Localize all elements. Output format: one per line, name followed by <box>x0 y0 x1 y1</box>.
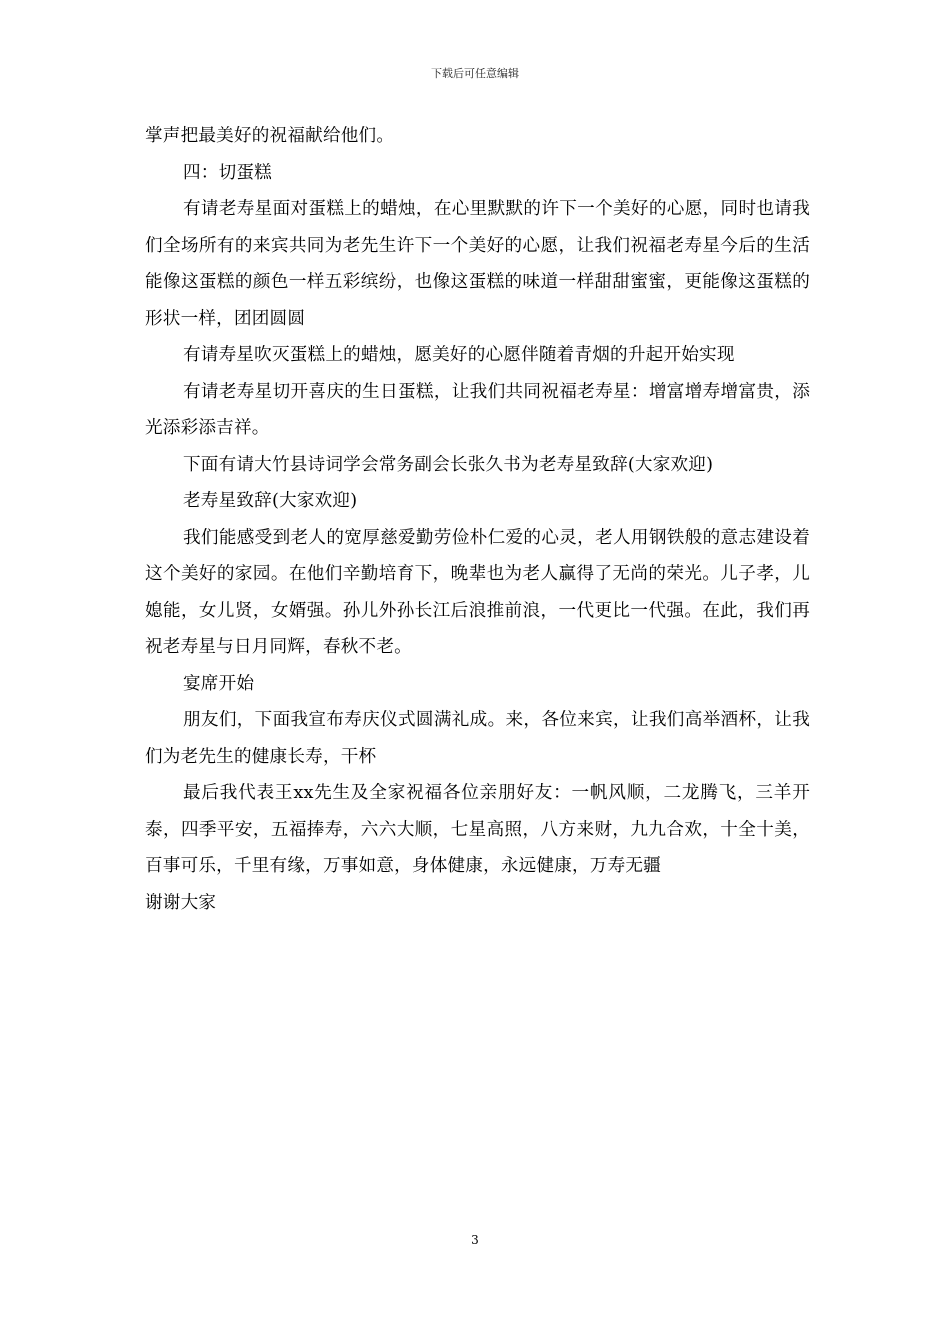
paragraph: 老寿星致辞(大家欢迎) <box>183 491 358 511</box>
paragraph: 我们能感受到老人的宽厚慈爱勤劳俭朴仁爱的心灵，老人用钢铁般的意志建设着这个美好的家园。在他们辛勤培育下，晚辈也为老人赢得了无尚的荣光。儿子孝，儿媳能，女儿贤，女婿强。孙儿外孙长江后浪推前浪，一代更比一代强。在此，我们再祝老寿星与日月同辉，春秋不老。 <box>145 527 810 657</box>
paragraph: 下面有请大竹县诗词学会常务副会长张久书为老寿星致辞(大家欢迎) <box>183 454 714 475</box>
document-body <box>145 118 810 921</box>
paragraph: 有请寿星吹灭蛋糕上的蜡烛，愿美好的心愿伴随着青烟的升起开始实现 <box>183 345 735 365</box>
closing-line: 谢谢大家 <box>145 892 217 913</box>
paragraph: 有请老寿星切开喜庆的生日蛋糕，让我们共同祝福老寿星：增富增寿增富贵，添光添彩添吉祥。 <box>145 381 810 438</box>
paragraph: 掌声把最美好的祝福献给他们。 <box>145 126 395 146</box>
paragraph: 最后我代表王xx先生及全家祝福各位亲朋好友：一帆风顺，二龙腾飞，三羊开泰，四季平安，五福捧寿，六六大顺，七星高照，八方来财，九九合欢，十全十美，百事可乐，千里有缘，万事如意，身体健康，永远健康，万寿无疆 <box>145 783 810 876</box>
paragraph: 有请老寿星面对蛋糕上的蜡烛，在心里默默的许下一个美好的心愿，同时也请我们全场所有的来宾共同为老先生许下一个美好的心愿，让我们祝福老寿星今后的生活能像这蛋糕的颜色一样五彩缤纷，也像这蛋糕的味道一样甜甜蜜蜜，更能像这蛋糕的形状一样，团团圆圆 <box>145 199 810 329</box>
section-heading-banquet: 宴席开始 <box>183 673 255 694</box>
page-header: 下载后可任意编辑 <box>431 67 519 80</box>
page-number: 3 <box>471 1233 479 1247</box>
section-heading-cut-cake: 四：切蛋糕 <box>183 162 272 183</box>
paragraph: 朋友们，下面我宣布寿庆仪式圆满礼成。来，各位来宾，让我们高举酒杯，让我们为老先生的健康长寿，干杯 <box>145 710 810 767</box>
